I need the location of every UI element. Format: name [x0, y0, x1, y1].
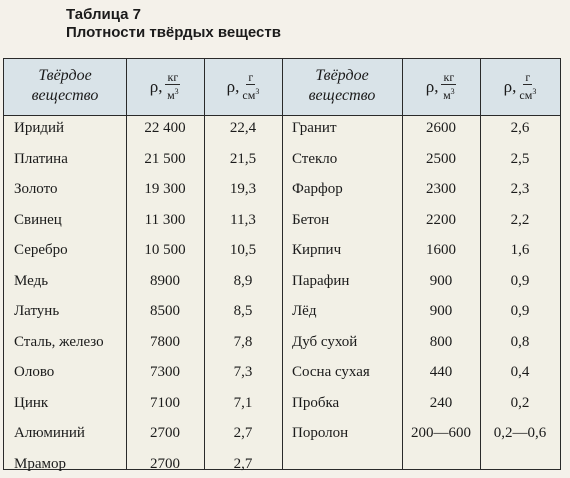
unit-numerator: г	[525, 70, 531, 84]
unit-fraction	[519, 71, 536, 102]
density-g-cm3: 2,7	[233, 455, 253, 472]
density-g-cm3: 2,5	[510, 150, 530, 167]
unit-cube: 3	[174, 87, 179, 96]
density-g-cm3: 8,9	[233, 272, 253, 289]
density-kg-m3: 200—600	[411, 425, 471, 441]
density-kg-m3: 7800	[150, 333, 180, 350]
unit-fraction	[441, 71, 456, 102]
density-g-cm3: 0,4	[510, 364, 530, 380]
density-g-cm3: 0,2—0,6	[493, 425, 547, 441]
unit-numerator: кг	[167, 70, 179, 84]
density-g-cm3: 7,3	[233, 364, 253, 380]
unit-denominator	[167, 85, 179, 102]
substance-name: Поролон	[292, 425, 349, 441]
substance-name: Парафин	[292, 272, 350, 289]
table-caption	[66, 6, 281, 42]
density-g-cm3: 22,4	[229, 120, 257, 136]
density-kg-m3: 7300	[150, 364, 180, 380]
unit-fraction	[242, 71, 259, 102]
density-kg-m3: 440	[429, 364, 453, 380]
density-kg-m3: 2500	[426, 150, 456, 167]
density-g-cm3: 2,7	[233, 425, 253, 441]
unit-cube: 3	[532, 87, 537, 96]
header-substance-right	[282, 66, 402, 106]
substance-name: Иридий	[14, 120, 65, 136]
rho-symbol: ρ,	[425, 76, 439, 96]
density-kg-m3: 900	[429, 303, 453, 319]
density-g-cm3: 2,2	[510, 211, 530, 228]
substance-name: Серебро	[14, 242, 68, 258]
unit-numerator: кг	[443, 70, 455, 84]
density-g-cm3: 21,5	[229, 150, 257, 167]
substance-name: Платина	[14, 150, 68, 167]
density-kg-m3: 240	[429, 394, 453, 411]
table-title: Плотности твёрдых веществ	[66, 24, 281, 41]
substance-name: Сосна сухая	[292, 364, 370, 380]
density-kg-m3: 10 500	[144, 242, 186, 258]
density-kg-m3: 8500	[150, 303, 180, 319]
substance-name: Сталь, железо	[14, 333, 104, 350]
density-g-cm3: 1,6	[510, 242, 530, 258]
rho-symbol: ρ,	[503, 76, 517, 96]
density-kg-m3: 2200	[426, 211, 456, 228]
substance-name: Мрамор	[14, 455, 66, 472]
substance-name: Бетон	[292, 211, 330, 228]
substance-name: Алюминий	[14, 425, 85, 441]
header-substance-line2: вещество	[31, 87, 99, 104]
header-density-g-cm3-left	[204, 71, 282, 102]
substance-name: Олово	[14, 364, 55, 380]
density-g-cm3: 10,5	[229, 242, 257, 258]
density-table	[3, 58, 561, 470]
header-substance-left	[4, 66, 126, 106]
unit-m: м	[443, 88, 451, 102]
header-density-g-cm3-right	[480, 71, 560, 102]
rho-symbol: ρ,	[226, 76, 240, 96]
center-divider	[282, 59, 283, 469]
unit-numerator: г	[248, 70, 254, 84]
substance-name: Стекло	[292, 150, 338, 167]
density-kg-m3: 1600	[426, 242, 456, 258]
density-kg-m3: 19 300	[144, 181, 186, 197]
density-kg-m3: 2600	[426, 120, 456, 136]
density-kg-m3: 22 400	[144, 120, 186, 136]
header-density-kg-m3-left	[126, 71, 204, 102]
substance-name: Кирпич	[292, 242, 342, 258]
rho-symbol: ρ,	[149, 76, 163, 96]
unit-denominator	[242, 85, 259, 102]
density-g-cm3: 11,3	[230, 211, 256, 228]
density-g-cm3: 7,8	[233, 333, 253, 350]
header-density-kg-m3-right	[402, 71, 480, 102]
unit-denominator	[519, 85, 536, 102]
header-substance-line2: вещество	[308, 87, 376, 104]
substance-name: Гранит	[292, 120, 337, 136]
density-kg-m3: 21 500	[144, 150, 186, 167]
table-number: Таблица 7	[66, 6, 142, 23]
density-kg-m3: 8900	[150, 272, 180, 289]
unit-fraction	[165, 71, 180, 102]
unit-m: м	[167, 88, 175, 102]
density-kg-m3: 2700	[150, 455, 180, 472]
unit-denominator	[443, 85, 455, 102]
density-g-cm3: 19,3	[229, 181, 257, 197]
unit-cube: 3	[255, 87, 260, 96]
density-kg-m3: 7100	[150, 394, 180, 411]
substance-name: Пробка	[292, 394, 340, 411]
substance-name: Золото	[14, 181, 58, 197]
density-g-cm3: 7,1	[233, 394, 253, 411]
density-g-cm3: 8,5	[233, 303, 253, 319]
density-g-cm3: 0,9	[510, 303, 530, 319]
unit-cube: 3	[450, 87, 455, 96]
density-g-cm3: 2,3	[510, 181, 530, 197]
unit-cm: см	[519, 88, 533, 102]
unit-cm: см	[242, 88, 256, 102]
density-kg-m3: 900	[429, 272, 453, 289]
header-substance-line1: Твёрдое	[38, 67, 92, 84]
density-g-cm3: 0,2	[510, 394, 530, 411]
density-kg-m3: 11 300	[144, 211, 186, 228]
density-g-cm3: 2,6	[510, 120, 530, 136]
density-g-cm3: 0,8	[510, 333, 530, 350]
substance-name: Дуб сухой	[292, 333, 358, 350]
substance-name: Медь	[14, 272, 49, 289]
substance-name: Лёд	[292, 303, 317, 319]
substance-name: Цинк	[14, 394, 49, 411]
density-kg-m3: 2700	[150, 425, 180, 441]
substance-name: Свинец	[14, 211, 62, 228]
density-g-cm3: 0,9	[510, 272, 530, 289]
substance-name: Латунь	[14, 303, 60, 319]
density-kg-m3: 2300	[426, 181, 456, 197]
substance-name: Фарфор	[292, 181, 343, 197]
header-substance-line1: Твёрдое	[315, 67, 369, 84]
density-kg-m3: 800	[429, 333, 453, 350]
